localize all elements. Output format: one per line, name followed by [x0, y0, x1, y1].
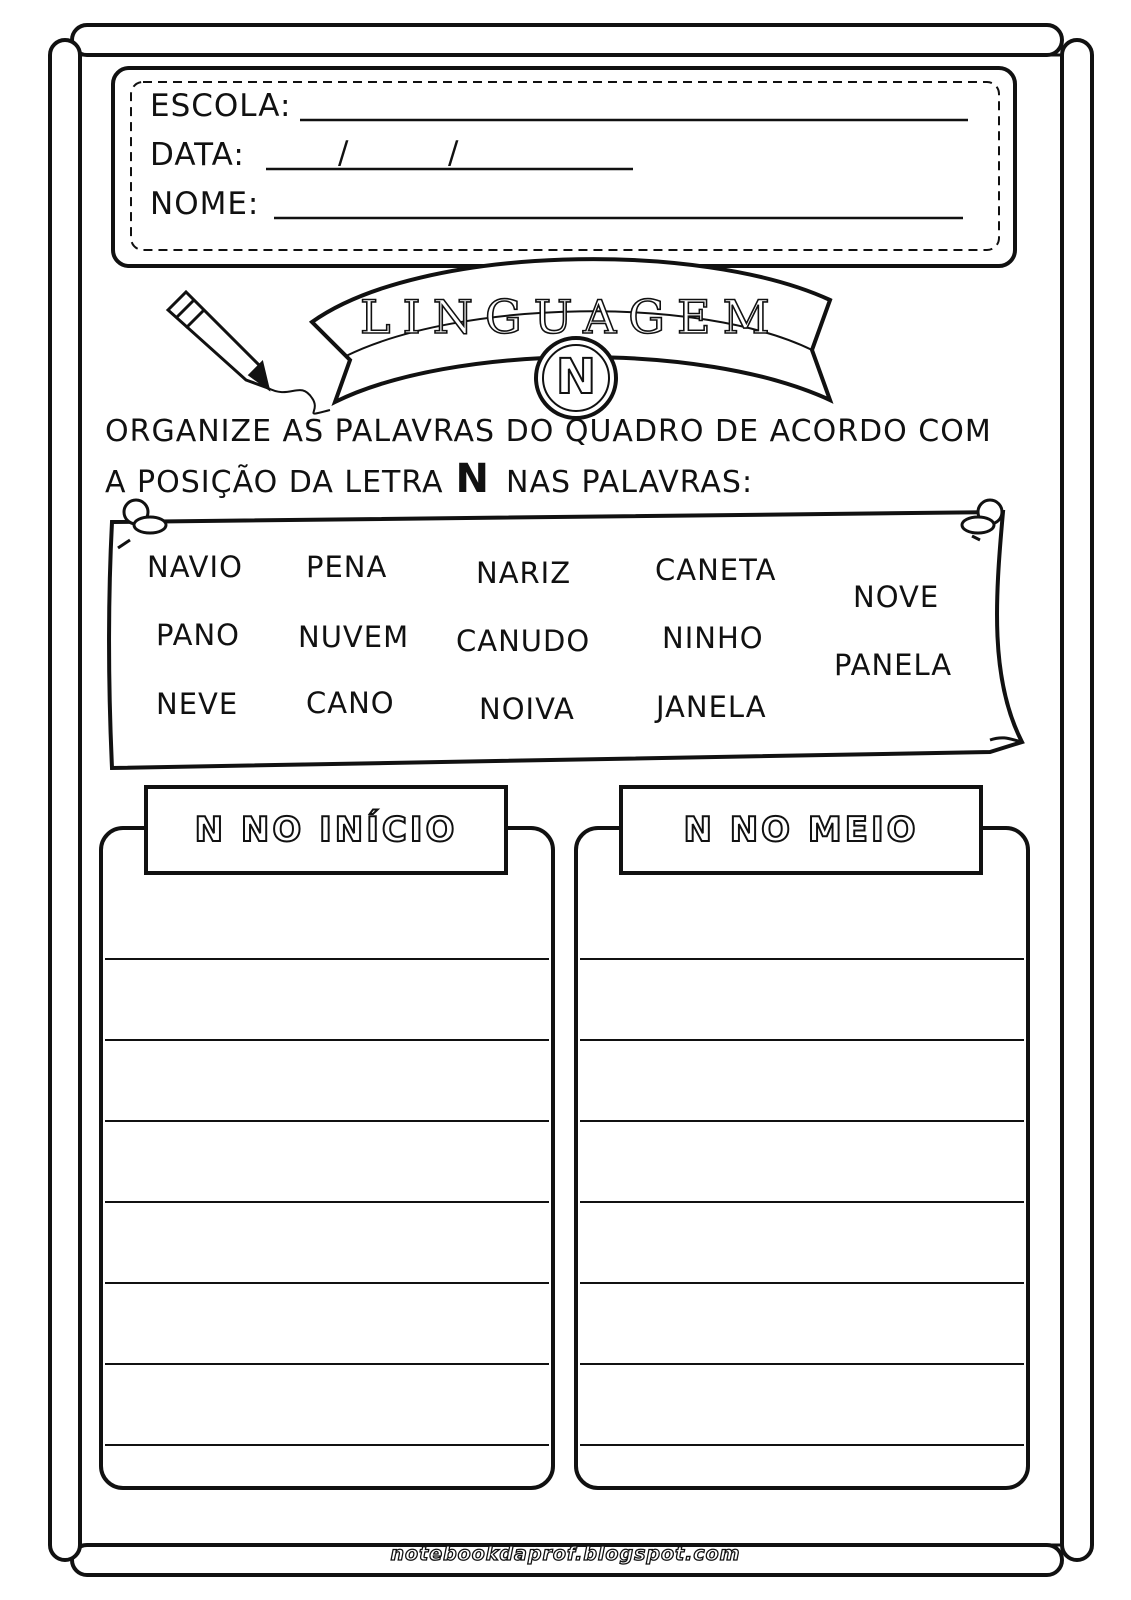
right-column-title: N NO MEIO	[683, 810, 919, 850]
instruction-text: A POSIÇÃO DA LETRA	[105, 465, 444, 500]
letter-badge: N	[555, 349, 597, 405]
left-column-title: N NO INÍCIO	[194, 810, 458, 850]
date-separator: /	[448, 135, 460, 171]
word-item: CANO	[306, 686, 395, 720]
word-item: NUVEM	[298, 620, 410, 654]
pencil-icon	[168, 292, 330, 414]
footer-watermark: notebookdaprof.blogspot.com	[390, 1543, 741, 1565]
word-item: PENA	[306, 550, 388, 584]
word-item: JANELA	[656, 690, 767, 724]
instruction-line-1: ORGANIZE AS PALAVRAS DO QUADRO DE ACORDO COM	[105, 414, 992, 449]
date-separator: /	[338, 135, 350, 171]
word-item: CANETA	[655, 553, 777, 587]
instruction-line-2	[105, 456, 753, 502]
word-item: NARIZ	[476, 556, 572, 590]
name-label: NOME:	[150, 186, 260, 222]
word-item: NOVE	[853, 580, 940, 614]
word-item: CANUDO	[456, 624, 591, 658]
left-answer-box	[101, 787, 553, 1488]
date-label: DATA:	[150, 137, 245, 173]
instruction-text: NAS PALAVRAS:	[506, 465, 754, 500]
banner-title: LINGUAGEM	[360, 290, 782, 344]
highlight-letter: N	[455, 456, 491, 502]
right-answer-box	[576, 787, 1028, 1488]
word-item: NINHO	[662, 621, 764, 655]
word-item: NAVIO	[147, 550, 243, 584]
word-item: PANELA	[834, 648, 953, 682]
word-item: PANO	[156, 618, 240, 652]
word-item: NEVE	[156, 687, 239, 721]
school-label: ESCOLA:	[150, 88, 292, 124]
word-item: NOIVA	[479, 692, 575, 726]
